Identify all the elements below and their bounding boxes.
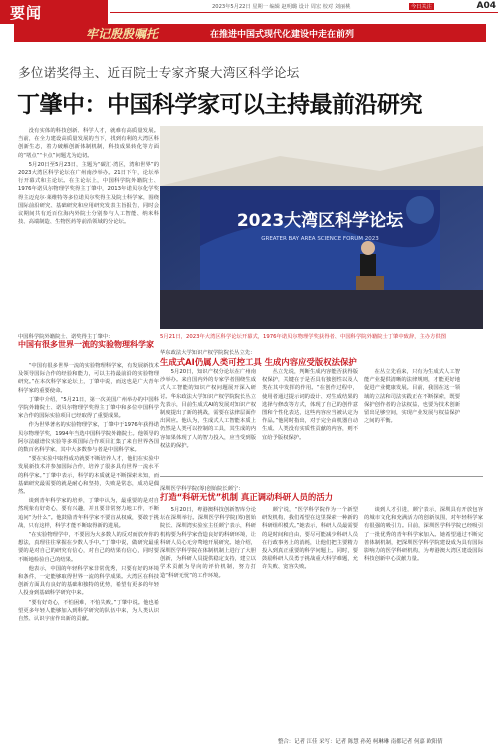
body-paragraph: 谈到青年科学家的培养，丁肇中认为，最重要的是对自然现象有好奇心，要有兴趣，并且要非常努力地工作，不断追问“为什么”。他鼓励青年科学家不要盲从权威，要敢于挑战，只有这样，科学才能不断取得新的进展。: [18, 498, 159, 529]
article2-col-3: [364, 368, 460, 426]
banner-subtitle: 在推进中国式现代化建设中走在前列: [210, 30, 355, 40]
photo-banner-title: 2023大湾区科学论坛: [236, 211, 404, 231]
body-paragraph: 在丛立先看来，只有为生成式人工智能产业提供清晰的法律规则，才能更好地促进产业健康发展。目前，我国在这一领域的立法和司法实践正在不断探索，既要保护创作者的合法权益，也要为技术创新留出足够空间，实现产业发展与权益保护之间的平衡。: [364, 369, 460, 425]
section-name: 要闻: [10, 4, 43, 22]
photo-caption: 5月21日，2023年大湾区科学论坛开幕式，1976年诺贝尔物理学奖获得者、中国科学院外籍院士丁肇中致辞，主办方供图: [160, 334, 447, 340]
article-divider: [160, 476, 483, 477]
editor-tag: 今日关注: [411, 4, 432, 10]
body-paragraph: “在实验物理学中，不要因为大多数人的反对而放弃你的想法，真理往往掌握在少数人手中。”丁肇中说，做研究最重要的是对自己的研究有信心，对自己的结果有信心，同时要不断地检验自己的结果。: [18, 532, 159, 563]
credits-footer: 整合：记者 江佳 采写：记者 陈慧 孙苑 柯琳琳 南都记者 何嘉 欧阳倩: [278, 739, 443, 745]
lead-paragraph: 5月20日至5月23日，主题为“碳汇·湾区，湾和世界”的2023大湾区科学论坛在广州南沙举办。21日下午，论坛举行开幕式和主论坛。在主论坛上，中国科学院外籍院士、1976年诺贝尔物理学奖得主丁肇中，2013年诺贝尔化学奖得主迈克尔·莱维特等多位诺贝尔奖得主及院士科学家，围绕国际前沿研究、基础研究和应用研究发表主旨报告，同时会议期间共有近百位海内外院士分别参与人工智能、纳米科技、高端制造、生物医药等前沿领域的分论坛。: [18, 161, 159, 226]
issue-info: 2023年5月22日 星期一 编辑 赵明璐 设计 周宏 校对 刘丽桃: [212, 4, 351, 10]
interview-subhead: 中国有很多世界一流的实验物理科学家: [18, 340, 154, 349]
body-paragraph: 5月20日，粤港澳科技创新智库分论坛在深圳举行。深圳医学科学院(筹)创始院长、深圳湾实验室主任颜宁表示，科研机构要为科学家营造良好的科研环境，让科研人员心无旁骛地开展研究。她介绍，深圳医学科学院在体制机制上进行了大胆创新，为科研人员提供稳定支持，建立以学术贡献为导向的评价机制，努力打造“科研无忧”的工作环境。: [160, 507, 256, 579]
body-paragraph: “要有好奇心，不怕困难，不怕失败。”丁肇中说。他也希望更多年轻人能够加入到科学研究的队伍中来，为人类认识自然、认识宇宙作出新的贡献。: [18, 599, 159, 623]
kicker-headline: 多位诺奖得主、近百院士专家齐聚大湾区科学论坛: [18, 65, 300, 80]
article2-title: 生成式AI仍属人类可控工具 生成内容应受版权法保护: [160, 357, 357, 367]
article2-col-2: [262, 368, 358, 443]
page-number: A04: [476, 1, 496, 11]
body-paragraph: 颜宁说，“医学科学院作为一个新型研发机构，我们希望在这里探索一种新的科研组织模式。”她表示，科研人员最需要的是时间和自由，要尽可能减少科研人员在行政事务上的消耗，让他们把主要精力投入到真正重要的科学问题上。同时，要鼓励科研人员勇于挑战重大科学难题，允许失败、宽容失败。: [262, 507, 358, 571]
article3-title: 打造“科研无忧”机制 真正调动科研人员的活力: [160, 492, 334, 502]
interview-intro: 中国科学院外籍院士、诺奖得主丁肇中：: [18, 334, 114, 340]
body-paragraph: 谈到人才引进，颜宁表示，深圳具有开放包容的城市文化和充满活力的创新氛围，对年轻科学家有很强的吸引力。目前，深圳医学科学院已经吸引了一批优秀的青年科学家加入。她希望通过不断完善体制机制，把深圳医学科学院建设成为具有国际影响力的医学科研机构，为粤港澳大湾区建设国际科技创新中心贡献力量。: [364, 507, 483, 563]
banner-calligraphy: 牢记殷殷嘱托: [86, 27, 159, 41]
article3-col-2: [262, 506, 358, 573]
lead-column: [18, 127, 159, 227]
header-rule: [110, 12, 498, 13]
interview-body: [18, 362, 159, 624]
section-tab: [0, 0, 108, 24]
article3-intro: 深圳医学科学院(筹)创始院长颜宁：: [160, 486, 244, 492]
body-paragraph: 丛立先说，判断生成内容能否获得版权保护，关键在于是否具有独创性以及人类在其中发挥的作用。“在创作过程中，使用者通过提示词的设计、对生成结果的选择与修改等方式，体现了自己的创作意图和个性化表达，这些内容应当被认定为作品。”他同时指出，对于完全由机器自动生成、人类没有实质性贡献的内容，则不宜给予版权保护。: [262, 369, 358, 441]
body-paragraph: 5月20日，知识产权分论坛在广州南沙举办。来自国内外的专家学者围绕生成式人工智能的知识产权问题展开深入研讨。华东政法大学知识产权学院院长丛立先表示，目前生成式AI的发展对知识产权制度提出了新的挑战，需要在法律层面作出回应。他认为，生成式人工智能本质上仍然是人类可以控制的工具，其生成的内容如果体现了人的智力投入，应当受到版权法的保护。: [160, 369, 256, 449]
body-paragraph: 丁肇中介绍，“5月21日，第一次美国广州举办的中国科学院外籍院士、诺贝尔物理学奖得主丁肇中和多位中国科学家合作的国际实验项目已经取得了重要成果。: [18, 396, 159, 420]
body-paragraph: 作为世界著名的实验物理学家，丁肇中于1976年获得诺贝尔物理学奖，1994年当选中国科学院外籍院士。他领导的阿尔法磁谱仪实验等多项国际合作项目汇集了来自世界各国的数百名科学家，其中大多数参与者是中国科学家。: [18, 422, 159, 454]
article3-col-3: [364, 506, 483, 564]
main-headline: 丁肇中：中国科学家可以主持最前沿研究: [17, 92, 422, 118]
masthead: [0, 0, 500, 24]
campaign-banner: [14, 24, 486, 42]
article2-col-1: [160, 368, 256, 451]
article2-intro: 华东政法大学知识产权学院院长丛立先：: [160, 350, 256, 356]
forum-photo: [160, 126, 483, 329]
body-paragraph: “中国有很多世界一流的实验物理科学家，有发展新技术及领导国际合作的经验和能力，可以主持最前沿的实验物理研究。”在本次科学家论坛上，丁肇中说，而这也是广大青年科学家的重要使命。: [18, 363, 159, 394]
article3-col-1: [160, 506, 256, 581]
stage-illustration: [160, 126, 483, 329]
body-paragraph: “要在实验中取得成功就要不断培养人才，他们在实验中发展新技术并参加国际合作，培养了很多具有世界一流水平的科学家。”丁肇中表示，科学的本质就是不断探索未知，而基础研究最需要的就是耐心和坚持，失败是常态，成功是偶然。: [18, 456, 159, 496]
body-paragraph: 他表示，中国的年轻科学家非常优秀，只要有好的环境和条件，一定能够取得世界一流的科学成果。大湾区在科技创新方面具有良好的基础和独特的优势，希望有更多的年轻人投身到基础科学研究中来。: [18, 565, 159, 597]
photo-banner-en: GREATER BAY AREA SCIENCE FORUM 2023: [261, 236, 379, 242]
lead-paragraph: 没有实体的科技创新、科学人才，就难有高质量发展。当前，在全力建设高质量发展的当下，找到有利的大湾区科创新生态，着力破解创新体制机制，科技成果转化等方面的“堵点”“卡点”问题尤为迫切。: [18, 128, 159, 159]
